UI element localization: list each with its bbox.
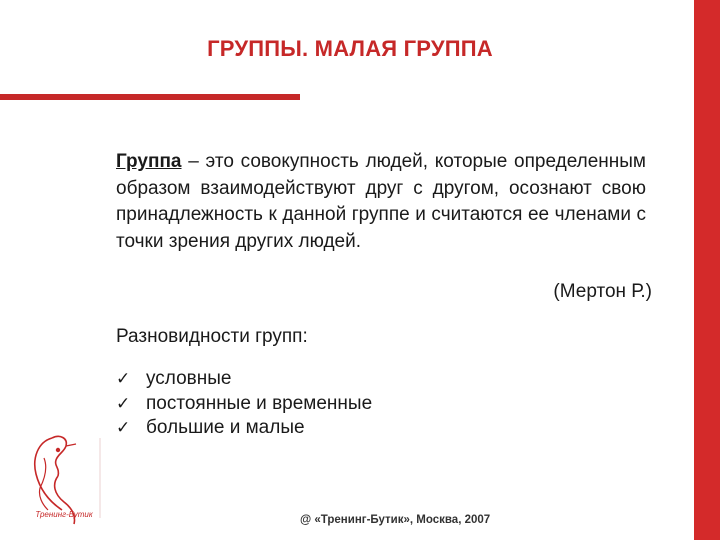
list-item	[116, 416, 372, 441]
definition-text: – это совокупность людей, которые определенным образом взаимодействуют друг с другом, осознают свою принадлежность к данной группе и считаются ее членами с точки зрения других людей.	[116, 151, 646, 252]
definition-paragraph	[116, 149, 646, 255]
list-item-label: условные	[146, 368, 232, 389]
list-item-label: большие и малые	[146, 417, 305, 438]
author-citation: (Мертон Р.)	[553, 281, 652, 302]
types-list	[116, 367, 372, 441]
title-divider	[0, 94, 300, 100]
list-item-label: постоянные и временные	[146, 392, 373, 414]
logo-text: Тренинг-Бутик	[35, 510, 93, 519]
check-icon: ✓	[116, 369, 131, 388]
list-item	[116, 392, 372, 417]
types-heading: Разновидности групп:	[116, 326, 308, 347]
footer-copyright: @ «Тренинг-Бутик», Москва, 2007	[300, 514, 491, 526]
right-accent-bar	[694, 0, 720, 540]
list-item	[116, 367, 372, 392]
definition-term: Группа	[116, 151, 182, 172]
check-icon: ✓	[116, 418, 131, 437]
check-icon: ✓	[116, 393, 131, 413]
slide-title: ГРУППЫ. МАЛАЯ ГРУППА	[207, 36, 493, 61]
